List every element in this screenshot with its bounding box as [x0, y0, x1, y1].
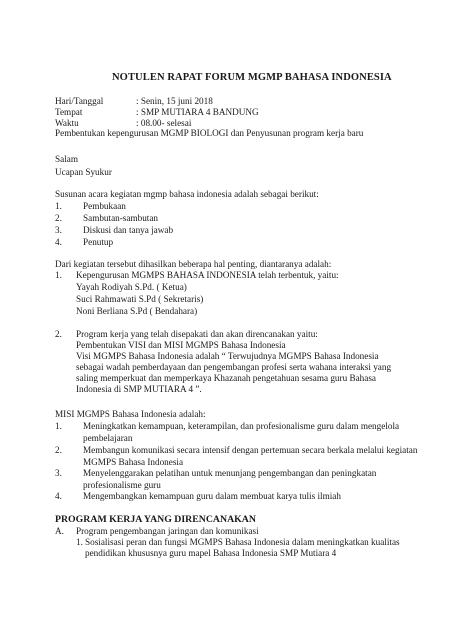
- meta-tempat-value: : SMP MUTIARA 4 BANDUNG: [136, 107, 259, 117]
- results-item: Program kerja yang telah disepakati dan akan direncanakan yaitu:: [76, 329, 318, 339]
- visi-line: Visi MGMPS Bahasa Indonesia adalah “ Terwujudnya MGMPS Bahasa Indonesia: [76, 351, 379, 361]
- misi-heading: MISI MGMPS Bahasa Indonesia adalah:: [55, 409, 206, 419]
- officer-line: Suci Rahmawati S.Pd ( Sekretaris): [76, 294, 204, 304]
- meta-topic: Pembentukan kepengurusan MGMP BIOLOGI dan Penyusunan program kerja baru: [55, 128, 364, 138]
- program-num: 1.: [76, 537, 83, 547]
- misi-line: profesionalisme guru: [83, 480, 161, 490]
- misi-num: 4.: [55, 491, 62, 501]
- misi-num: 3.: [55, 468, 62, 478]
- document-title: NOTULEN RAPAT FORUM MGMP BAHASA INDONESIA: [112, 72, 392, 83]
- visi-line: saling memperkuat dan memperkaya Khazanah pengetahuan sesama guru Bahasa: [76, 373, 377, 383]
- agenda-num: 2.: [55, 213, 62, 223]
- misi-line: MGMPS Bahasa Indonesia: [83, 457, 184, 467]
- results-subitem: Pembentukan VISI dan MISI MGMPS Bahasa Indonesia: [76, 340, 286, 350]
- agenda-item: Sambutan-sambutan: [83, 213, 159, 223]
- misi-line: Membangun komunikasi secara intensif dengan pertemuan secara berkala melalui kegiatan: [83, 445, 418, 455]
- meta-waktu-value: : 08.00- selesai: [136, 118, 192, 128]
- agenda-item: Pembukaan: [83, 201, 126, 211]
- meta-tempat-label: Tempat: [55, 107, 83, 117]
- misi-line: pembelajaran: [83, 433, 133, 443]
- misi-line: Mengembangkan kemampuan guru dalam membuat karya tulis ilmiah: [83, 491, 341, 501]
- results-intro: Dari kegiatan tersebut dihasilkan beberapa hal penting, diantaranya adalah:: [55, 259, 332, 269]
- meta-hari-label: Hari/Tanggal: [55, 96, 104, 106]
- program-line: Sosialisasi peran dan fungsi MGMPS Bahasa Indonesia dalam meningkatkan kualitas: [85, 537, 400, 547]
- officer-line: Yayah Rodiyah S.Pd. ( Ketua): [76, 282, 187, 292]
- agenda-num: 3.: [55, 225, 62, 235]
- misi-line: Menyelenggarakan pelatihan untuk menunjang pengembangan dan peningkatan: [83, 468, 377, 478]
- agenda-intro: Susunan acara kegiatan mgmp bahasa indonesia adalah sebagai berikut:: [55, 189, 319, 199]
- misi-num: 2.: [55, 445, 62, 455]
- visi-line: Indonesia di SMP MUTIARA 4 ”.: [76, 384, 202, 394]
- results-num: 1.: [55, 270, 62, 280]
- misi-num: 1.: [55, 421, 62, 431]
- misi-line: Meningkatkan kemampuan, keterampilan, dan profesionalisme guru dalam mengelola: [83, 421, 400, 431]
- visi-line: sebagai wadah pemberdayaan dan pengembangan profesi serta wahana interaksi yang: [76, 362, 392, 372]
- program-item: Program pengembangan jaringan dan komunikasi: [76, 526, 259, 536]
- agenda-item: Diskusi dan tanya jawab: [83, 225, 174, 235]
- greeting-salam: Salam: [55, 154, 78, 164]
- meta-waktu-label: Waktu: [55, 118, 79, 128]
- program-line: pendidikan khususnya guru mapel Bahasa Indonesia SMP Mutiara 4: [85, 548, 337, 558]
- greeting-syukur: Ucapan Syukur: [55, 167, 112, 177]
- results-num: 2.: [55, 329, 62, 339]
- meta-hari-value: : Senin, 15 juni 2018: [136, 96, 213, 106]
- officer-line: Noni Berliana S.Pd ( Bendahara): [76, 306, 198, 316]
- agenda-num: 4.: [55, 237, 62, 247]
- results-item: Kepengurusan MGMPS BAHASA INDONESIA telah terbentuk, yaitu:: [76, 270, 339, 280]
- agenda-num: 1.: [55, 201, 62, 211]
- agenda-item: Penutup: [83, 237, 114, 247]
- program-heading: PROGRAM KERJA YANG DIRENCANAKAN: [55, 514, 256, 525]
- program-label: A.: [55, 526, 64, 536]
